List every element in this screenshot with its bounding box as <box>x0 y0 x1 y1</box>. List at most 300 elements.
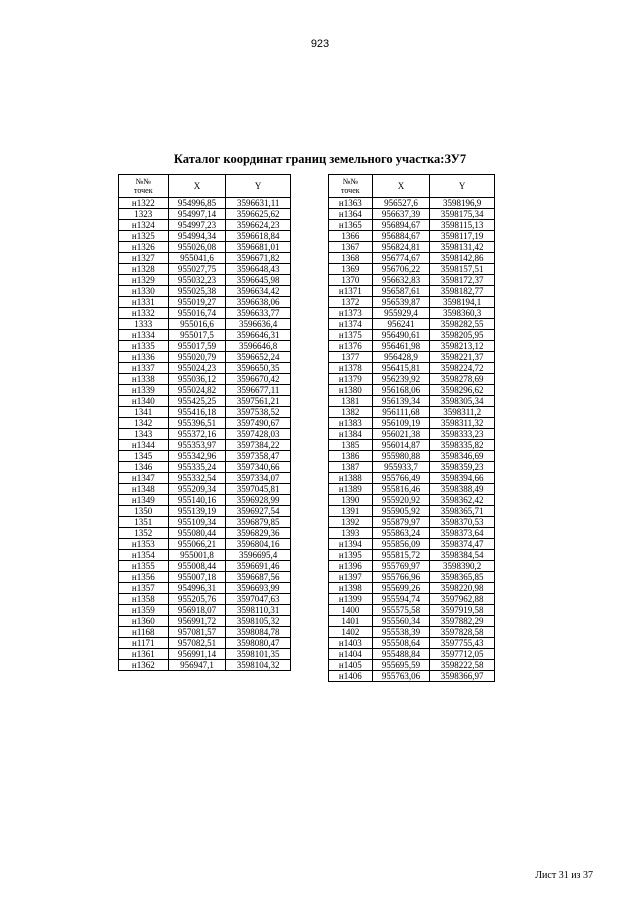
x-coordinate-cell: 955019,27 <box>168 297 226 308</box>
table-row <box>119 407 291 418</box>
page-number: 923 <box>310 38 330 50</box>
table-row <box>329 418 495 429</box>
table-header-row <box>329 175 495 198</box>
y-coordinate-cell: 3598394,66 <box>430 473 495 484</box>
x-coordinate-cell: 955017,5 <box>168 330 226 341</box>
point-number-cell: н1335 <box>119 341 169 352</box>
point-number-cell: н1365 <box>329 220 373 231</box>
point-number-cell: н1168 <box>119 627 169 638</box>
x-coordinate-cell: 955699,26 <box>372 583 430 594</box>
x-coordinate-cell: 955036,12 <box>168 374 226 385</box>
y-coordinate-cell: 3596618,84 <box>226 231 291 242</box>
point-number-cell: н1405 <box>329 660 373 671</box>
y-coordinate-cell: 3598117,19 <box>430 231 495 242</box>
point-number-cell: 1400 <box>329 605 373 616</box>
table-header-row <box>119 175 291 198</box>
point-number-cell: 1385 <box>329 440 373 451</box>
table-row <box>329 198 495 209</box>
point-number-cell: н1328 <box>119 264 169 275</box>
x-coordinate-cell: 955209,34 <box>168 484 226 495</box>
table-row <box>119 286 291 297</box>
point-number-cell: н1371 <box>329 286 373 297</box>
point-number-cell: н1327 <box>119 253 169 264</box>
point-number-cell: н1383 <box>329 418 373 429</box>
y-coordinate-cell: 3596646,31 <box>226 330 291 341</box>
point-number-cell: н1380 <box>329 385 373 396</box>
y-coordinate-cell: 3598311,2 <box>430 407 495 418</box>
table-row <box>119 561 291 572</box>
table-row <box>329 616 495 627</box>
table-row <box>119 198 291 209</box>
point-number-cell: н1330 <box>119 286 169 297</box>
x-coordinate-cell: 954996,85 <box>168 198 226 209</box>
table-row <box>119 330 291 341</box>
y-coordinate-cell: 3598101,35 <box>226 649 291 660</box>
table-row <box>119 429 291 440</box>
point-number-cell: н1363 <box>329 198 373 209</box>
y-coordinate-cell: 3596879,85 <box>226 517 291 528</box>
point-number-cell: н1399 <box>329 594 373 605</box>
y-coordinate-cell: 3596633,77 <box>226 308 291 319</box>
y-coordinate-cell: 3596634,42 <box>226 286 291 297</box>
table-row <box>119 264 291 275</box>
table-row <box>329 638 495 649</box>
point-number-cell: 1368 <box>329 253 373 264</box>
point-number-cell: н1332 <box>119 308 169 319</box>
table-row <box>119 616 291 627</box>
table-row <box>119 275 291 286</box>
table-row <box>119 605 291 616</box>
x-coordinate-cell: 955041,6 <box>168 253 226 264</box>
x-coordinate-cell: 955205,76 <box>168 594 226 605</box>
point-number-cell: н1364 <box>329 209 373 220</box>
y-coordinate-cell: 3596804,16 <box>226 539 291 550</box>
table-row <box>119 572 291 583</box>
point-number-cell: н1357 <box>119 583 169 594</box>
coordinates-table-right <box>328 174 495 682</box>
point-number-cell: 1346 <box>119 462 169 473</box>
x-coordinate-cell: 956991,14 <box>168 649 226 660</box>
table-row <box>329 517 495 528</box>
table-row <box>119 363 291 374</box>
x-coordinate-cell: 955024,82 <box>168 385 226 396</box>
x-coordinate-cell: 955980,88 <box>372 451 430 462</box>
y-coordinate-cell: 3597490,67 <box>226 418 291 429</box>
sheet-footer: Лист 31 из 37 <box>535 870 593 881</box>
point-number-cell: н1338 <box>119 374 169 385</box>
table-row <box>119 594 291 605</box>
y-coordinate-cell: 3598115,13 <box>430 220 495 231</box>
point-number-cell: н1384 <box>329 429 373 440</box>
x-coordinate-cell: 955816,46 <box>372 484 430 495</box>
y-coordinate-cell: 3596681,01 <box>226 242 291 253</box>
y-coordinate-cell: 3597712,05 <box>430 649 495 660</box>
x-coordinate-cell: 955488,84 <box>372 649 430 660</box>
point-number-cell: н1171 <box>119 638 169 649</box>
point-number-cell: н1324 <box>119 220 169 231</box>
table-row <box>119 220 291 231</box>
x-coordinate-cell: 955080,44 <box>168 528 226 539</box>
table-row <box>329 649 495 660</box>
table-row <box>329 385 495 396</box>
table-row <box>119 308 291 319</box>
x-coordinate-cell: 956824,81 <box>372 242 430 253</box>
point-number-cell: н1396 <box>329 561 373 572</box>
y-coordinate-cell: 3598335,82 <box>430 440 495 451</box>
point-number-cell: н1358 <box>119 594 169 605</box>
header-x: X <box>168 175 226 198</box>
x-coordinate-cell: 955396,51 <box>168 418 226 429</box>
x-coordinate-cell: 955016,74 <box>168 308 226 319</box>
y-coordinate-cell: 3598333,23 <box>430 429 495 440</box>
table-row <box>329 319 495 330</box>
y-coordinate-cell: 3598296,62 <box>430 385 495 396</box>
point-number-cell: н1349 <box>119 495 169 506</box>
table-row <box>329 352 495 363</box>
table-row <box>329 330 495 341</box>
x-coordinate-cell: 956632,83 <box>372 275 430 286</box>
x-coordinate-cell: 955017,59 <box>168 341 226 352</box>
x-coordinate-cell: 956947,1 <box>168 660 226 671</box>
table-row <box>119 374 291 385</box>
x-coordinate-cell: 955025,38 <box>168 286 226 297</box>
y-coordinate-cell: 3598221,37 <box>430 352 495 363</box>
point-number-cell: 1381 <box>329 396 373 407</box>
table-row <box>329 594 495 605</box>
y-coordinate-cell: 3598105,32 <box>226 616 291 627</box>
y-coordinate-cell: 3598131,42 <box>430 242 495 253</box>
x-coordinate-cell: 954996,31 <box>168 583 226 594</box>
point-number-cell: 1386 <box>329 451 373 462</box>
y-coordinate-cell: 3596928,99 <box>226 495 291 506</box>
point-number-cell: н1326 <box>119 242 169 253</box>
table-row <box>119 242 291 253</box>
y-coordinate-cell: 3598220,98 <box>430 583 495 594</box>
point-number-cell: н1325 <box>119 231 169 242</box>
table-row <box>329 627 495 638</box>
table-row <box>329 528 495 539</box>
point-number-cell: н1403 <box>329 638 373 649</box>
x-coordinate-cell: 956239,92 <box>372 374 430 385</box>
point-number-cell: н1404 <box>329 649 373 660</box>
point-number-cell: н1361 <box>119 649 169 660</box>
point-number-cell: н1394 <box>329 539 373 550</box>
table-row <box>329 539 495 550</box>
point-number-cell: н1373 <box>329 308 373 319</box>
x-coordinate-cell: 956241 <box>372 319 430 330</box>
point-number-cell: н1398 <box>329 583 373 594</box>
x-coordinate-cell: 957082,51 <box>168 638 226 649</box>
point-number-cell: 1350 <box>119 506 169 517</box>
header-y: Y <box>226 175 291 198</box>
point-number-cell: 1382 <box>329 407 373 418</box>
point-number-cell: н1397 <box>329 572 373 583</box>
point-number-cell: 1342 <box>119 418 169 429</box>
table-row <box>119 440 291 451</box>
y-coordinate-cell: 3598305,34 <box>430 396 495 407</box>
catalog-title: Каталог координат границ земельного участка:ЗУ7 <box>173 152 467 166</box>
x-coordinate-cell: 956139,34 <box>372 396 430 407</box>
point-number-cell: н1354 <box>119 550 169 561</box>
y-coordinate-cell: 3598142,86 <box>430 253 495 264</box>
point-number-cell: н1375 <box>329 330 373 341</box>
table-row <box>329 462 495 473</box>
y-coordinate-cell: 3596693,99 <box>226 583 291 594</box>
table-row <box>119 319 291 330</box>
x-coordinate-cell: 955109,34 <box>168 517 226 528</box>
point-number-cell: н1376 <box>329 341 373 352</box>
table-row <box>329 473 495 484</box>
point-number-cell: н1339 <box>119 385 169 396</box>
y-coordinate-cell: 3598370,53 <box>430 517 495 528</box>
table-row <box>329 242 495 253</box>
header-point-number: №№ точек <box>119 175 169 198</box>
x-coordinate-cell: 955933,7 <box>372 462 430 473</box>
y-coordinate-cell: 3596671,82 <box>226 253 291 264</box>
point-number-cell: н1353 <box>119 539 169 550</box>
point-number-cell: 1345 <box>119 451 169 462</box>
table-row <box>119 418 291 429</box>
x-coordinate-cell: 955342,96 <box>168 451 226 462</box>
table-row <box>119 451 291 462</box>
point-number-cell: н1334 <box>119 330 169 341</box>
table-row <box>329 484 495 495</box>
x-coordinate-cell: 954997,23 <box>168 220 226 231</box>
y-coordinate-cell: 3598194,1 <box>430 297 495 308</box>
y-coordinate-cell: 3598205,95 <box>430 330 495 341</box>
y-coordinate-cell: 3597384,22 <box>226 440 291 451</box>
table-row <box>119 385 291 396</box>
x-coordinate-cell: 956894,67 <box>372 220 430 231</box>
table-row <box>119 506 291 517</box>
y-coordinate-cell: 3598222,58 <box>430 660 495 671</box>
x-coordinate-cell: 955007,18 <box>168 572 226 583</box>
x-coordinate-cell: 955026,08 <box>168 242 226 253</box>
x-coordinate-cell: 956428,9 <box>372 352 430 363</box>
point-number-cell: 1387 <box>329 462 373 473</box>
x-coordinate-cell: 955425,25 <box>168 396 226 407</box>
point-number-cell: 1372 <box>329 297 373 308</box>
x-coordinate-cell: 955066,21 <box>168 539 226 550</box>
table-row <box>119 539 291 550</box>
point-number-cell: н1406 <box>329 671 373 682</box>
y-coordinate-cell: 3596687,56 <box>226 572 291 583</box>
y-coordinate-cell: 3598278,69 <box>430 374 495 385</box>
x-coordinate-cell: 957081,57 <box>168 627 226 638</box>
point-number-cell: н1362 <box>119 660 169 671</box>
y-coordinate-cell: 3598374,47 <box>430 539 495 550</box>
y-coordinate-cell: 3598360,3 <box>430 308 495 319</box>
y-coordinate-cell: 3597962,88 <box>430 594 495 605</box>
y-coordinate-cell: 3598175,34 <box>430 209 495 220</box>
y-coordinate-cell: 3598365,85 <box>430 572 495 583</box>
y-coordinate-cell: 3598373,64 <box>430 528 495 539</box>
y-coordinate-cell: 3598365,71 <box>430 506 495 517</box>
y-coordinate-cell: 3596650,35 <box>226 363 291 374</box>
table-row <box>119 462 291 473</box>
x-coordinate-cell: 956991,72 <box>168 616 226 627</box>
table-row <box>119 297 291 308</box>
table-row <box>119 341 291 352</box>
table-row <box>329 253 495 264</box>
y-coordinate-cell: 3597047,63 <box>226 594 291 605</box>
x-coordinate-cell: 956021,38 <box>372 429 430 440</box>
point-number-cell: н1340 <box>119 396 169 407</box>
point-number-cell: н1355 <box>119 561 169 572</box>
y-coordinate-cell: 3597561,21 <box>226 396 291 407</box>
point-number-cell: н1356 <box>119 572 169 583</box>
x-coordinate-cell: 956168,06 <box>372 385 430 396</box>
table-row <box>329 429 495 440</box>
point-number-cell: н1388 <box>329 473 373 484</box>
table-row <box>329 275 495 286</box>
y-coordinate-cell: 3598311,32 <box>430 418 495 429</box>
table-row <box>329 297 495 308</box>
table-row <box>119 231 291 242</box>
table-row <box>329 407 495 418</box>
y-coordinate-cell: 3597358,47 <box>226 451 291 462</box>
table-row <box>329 440 495 451</box>
table-row <box>329 572 495 583</box>
table-row <box>119 550 291 561</box>
point-number-cell: н1331 <box>119 297 169 308</box>
y-coordinate-cell: 3598182,77 <box>430 286 495 297</box>
x-coordinate-cell: 955416,18 <box>168 407 226 418</box>
y-coordinate-cell: 3598282,55 <box>430 319 495 330</box>
y-coordinate-cell: 3596625,62 <box>226 209 291 220</box>
y-coordinate-cell: 3596652,24 <box>226 352 291 363</box>
y-coordinate-cell: 3598213,12 <box>430 341 495 352</box>
x-coordinate-cell: 956539,87 <box>372 297 430 308</box>
point-number-cell: 1352 <box>119 528 169 539</box>
point-number-cell: 1402 <box>329 627 373 638</box>
y-coordinate-cell: 3597882,29 <box>430 616 495 627</box>
table-row <box>329 374 495 385</box>
x-coordinate-cell: 955372,16 <box>168 429 226 440</box>
point-number-cell: 1323 <box>119 209 169 220</box>
table-row <box>119 495 291 506</box>
point-number-cell: 1367 <box>329 242 373 253</box>
x-coordinate-cell: 956637,39 <box>372 209 430 220</box>
y-coordinate-cell: 3598390,2 <box>430 561 495 572</box>
x-coordinate-cell: 956014,87 <box>372 440 430 451</box>
point-number-cell: 1366 <box>329 231 373 242</box>
point-number-cell: н1378 <box>329 363 373 374</box>
point-number-cell: н1329 <box>119 275 169 286</box>
y-coordinate-cell: 3598362,42 <box>430 495 495 506</box>
x-coordinate-cell: 956918,07 <box>168 605 226 616</box>
x-coordinate-cell: 955695,59 <box>372 660 430 671</box>
y-coordinate-cell: 3596829,36 <box>226 528 291 539</box>
table-row <box>119 583 291 594</box>
y-coordinate-cell: 3596691,46 <box>226 561 291 572</box>
table-row <box>119 517 291 528</box>
x-coordinate-cell: 954997,14 <box>168 209 226 220</box>
point-number-cell: 1392 <box>329 517 373 528</box>
header-y: Y <box>430 175 495 198</box>
point-number-cell: н1389 <box>329 484 373 495</box>
table-row <box>329 583 495 594</box>
coordinates-table-left <box>118 174 291 671</box>
y-coordinate-cell: 3598196,9 <box>430 198 495 209</box>
y-coordinate-cell: 3598384,54 <box>430 550 495 561</box>
y-coordinate-cell: 3596677,11 <box>226 385 291 396</box>
y-coordinate-cell: 3598359,23 <box>430 462 495 473</box>
point-number-cell: 1391 <box>329 506 373 517</box>
x-coordinate-cell: 955353,97 <box>168 440 226 451</box>
y-coordinate-cell: 3598366,97 <box>430 671 495 682</box>
y-coordinate-cell: 3596624,23 <box>226 220 291 231</box>
y-coordinate-cell: 3598080,47 <box>226 638 291 649</box>
x-coordinate-cell: 956706,22 <box>372 264 430 275</box>
point-number-cell: н1395 <box>329 550 373 561</box>
point-number-cell: 1390 <box>329 495 373 506</box>
table-row <box>329 231 495 242</box>
table-row <box>329 286 495 297</box>
y-coordinate-cell: 3596648,43 <box>226 264 291 275</box>
x-coordinate-cell: 955560,34 <box>372 616 430 627</box>
table-row <box>119 638 291 649</box>
point-number-cell: 1343 <box>119 429 169 440</box>
x-coordinate-cell: 955763,06 <box>372 671 430 682</box>
y-coordinate-cell: 3598346,69 <box>430 451 495 462</box>
x-coordinate-cell: 955032,23 <box>168 275 226 286</box>
table-row <box>329 220 495 231</box>
table-row <box>329 506 495 517</box>
point-number-cell: 1377 <box>329 352 373 363</box>
point-number-cell: 1351 <box>119 517 169 528</box>
table-row <box>119 473 291 484</box>
y-coordinate-cell: 3596927,54 <box>226 506 291 517</box>
table-row <box>119 627 291 638</box>
table-row <box>119 528 291 539</box>
y-coordinate-cell: 3596695,4 <box>226 550 291 561</box>
point-number-cell: н1344 <box>119 440 169 451</box>
x-coordinate-cell: 955140,16 <box>168 495 226 506</box>
x-coordinate-cell: 955008,44 <box>168 561 226 572</box>
table-row <box>329 671 495 682</box>
point-number-cell: 1370 <box>329 275 373 286</box>
x-coordinate-cell: 956461,98 <box>372 341 430 352</box>
point-number-cell: н1359 <box>119 605 169 616</box>
table-row <box>329 605 495 616</box>
y-coordinate-cell: 3597828,58 <box>430 627 495 638</box>
y-coordinate-cell: 3597334,07 <box>226 473 291 484</box>
table-row <box>329 209 495 220</box>
y-coordinate-cell: 3596636,4 <box>226 319 291 330</box>
x-coordinate-cell: 955766,96 <box>372 572 430 583</box>
table-row <box>119 209 291 220</box>
point-number-cell: н1336 <box>119 352 169 363</box>
x-coordinate-cell: 956774,67 <box>372 253 430 264</box>
y-coordinate-cell: 3596645,98 <box>226 275 291 286</box>
y-coordinate-cell: 3597755,43 <box>430 638 495 649</box>
x-coordinate-cell: 955001,8 <box>168 550 226 561</box>
x-coordinate-cell: 954994,34 <box>168 231 226 242</box>
x-coordinate-cell: 955016,6 <box>168 319 226 330</box>
x-coordinate-cell: 956109,19 <box>372 418 430 429</box>
point-number-cell: н1379 <box>329 374 373 385</box>
y-coordinate-cell: 3598172,37 <box>430 275 495 286</box>
x-coordinate-cell: 955538,39 <box>372 627 430 638</box>
x-coordinate-cell: 955769,97 <box>372 561 430 572</box>
x-coordinate-cell: 955929,4 <box>372 308 430 319</box>
x-coordinate-cell: 955594,74 <box>372 594 430 605</box>
x-coordinate-cell: 955879,97 <box>372 517 430 528</box>
x-coordinate-cell: 955332,54 <box>168 473 226 484</box>
x-coordinate-cell: 955335,24 <box>168 462 226 473</box>
point-number-cell: 1341 <box>119 407 169 418</box>
